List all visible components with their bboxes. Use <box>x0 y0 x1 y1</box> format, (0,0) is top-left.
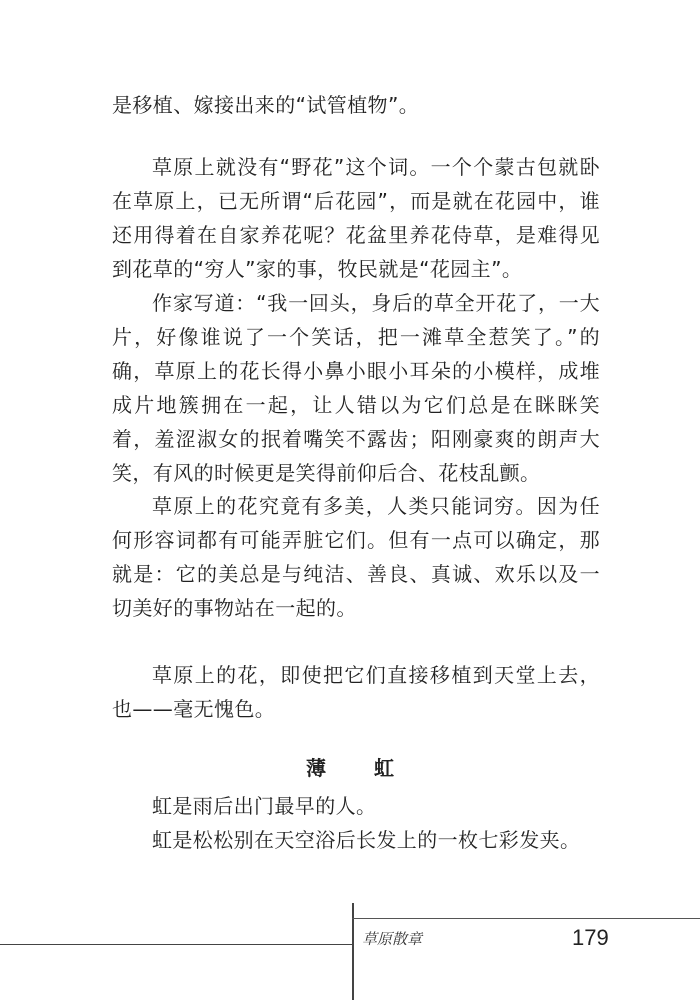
paragraph-continuation: 是移植、嫁接出来的“试管植物”。 <box>112 93 420 117</box>
paragraph-beauty: 草原上的花究竟有多美，人类只能词穷。因为任何形容词都有可能弄脏它们。但有一点可以确定，那就是：它的美总是与纯洁、善良、真诚、欢乐以及一切美好的事物站在一起的。 <box>112 494 600 620</box>
section-title: 薄虹 <box>306 756 442 780</box>
page-number: 179 <box>572 925 609 950</box>
paragraph-writer-quote: 作家写道：“我一回头，身后的草全开花了，一大片，好像谁说了一个笑话，把一滩草全惹笑了。”的确，草原上的花长得小鼻小眼小耳朵的小模样，成堆成片地簇拥在一起，让人错以为它们总是在眯眯笑着，羞涩淑女的抿着嘴笑不露齿；阳刚豪爽的朗声大笑，有风的时候更是笑得前仰后合、花枝乱颤。 <box>112 291 600 485</box>
poem-line-2: 虹是松松别在天空浴后长发上的一枚七彩发夹。 <box>152 828 581 852</box>
footer-book-title: 草原散章 <box>362 930 423 948</box>
paragraph-heaven: 草原上的花，即使把它们直接移植到天堂上去，也——毫无愧色。 <box>112 663 600 721</box>
paragraph-wild-flowers: 草原上就没有“野花”这个词。一个个蒙古包就卧在草原上，已无所谓“后花园”，而是就在花园中，谁还用得着在自家养花呢？花盆里养花侍草，是难得见到花草的“穷人”家的事，牧民就是“花园主”。 <box>112 155 600 281</box>
footer-divider-left <box>0 944 352 945</box>
poem-line-1: 虹是雨后出门最早的人。 <box>152 794 377 818</box>
footer-divider-right <box>352 918 700 919</box>
